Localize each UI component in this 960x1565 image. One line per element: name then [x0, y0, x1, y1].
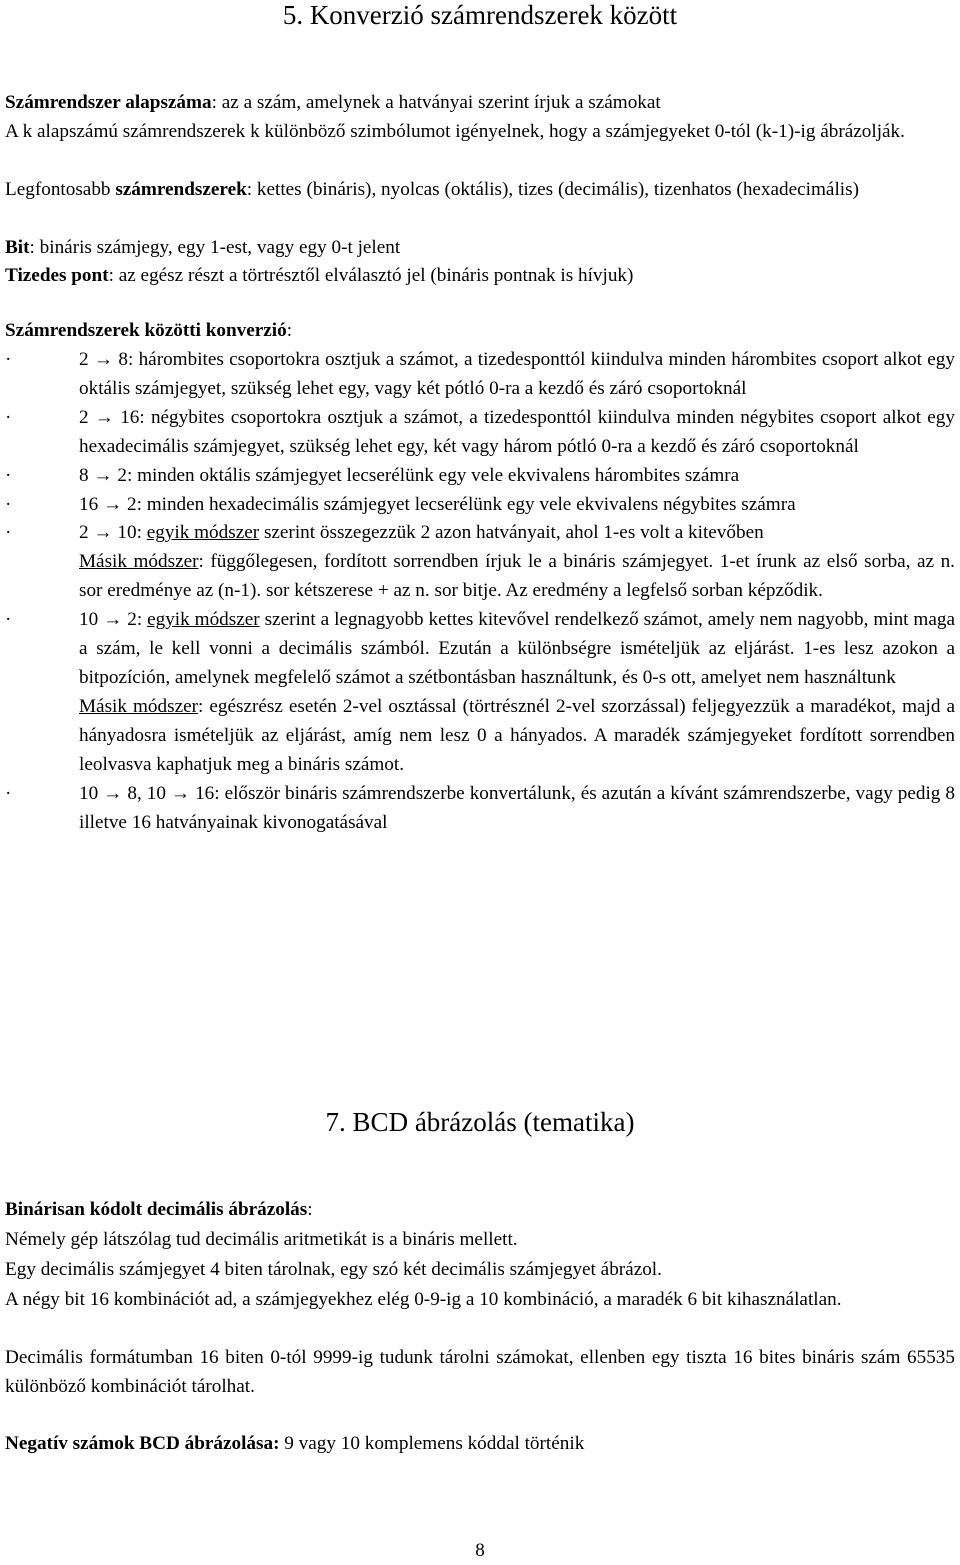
decimal-point-paragraph [5, 262, 955, 291]
bcd-line-4: Decimális formátumban 16 biten 0-tól 9999-ig tudunk tárolni számokat, ellenben egy tiszta 16 bites bináris szám 65535 különböző kombinációt tárolhat. [5, 1347, 955, 1397]
main-systems-term: számrendszerek [115, 179, 247, 200]
bcd-line-3: A négy bit 16 kombinációt ad, a számjegyekhez elég 0-9-ig a 10 kombináció, a maradék 6 bit kihasználatlan. [5, 1289, 842, 1310]
item-2-to-10-other-method [79, 548, 955, 606]
other-method-label: Másik módszer [79, 695, 199, 717]
bit-definition: : bináris számjegy, egy 1-est, vagy egy 0-t jelent [29, 237, 401, 258]
page-number: 8 [475, 1540, 485, 1561]
main-systems-paragraph [5, 176, 955, 205]
item-10-to-2 [79, 606, 955, 693]
k-base-paragraph: A k alapszámú számrendszerek k különböző szimbólumot igényelnek, hogy a számjegyeket 0-tól (k-1)-ig ábrázolják. [5, 121, 905, 142]
bullet-icon: · [5, 493, 12, 515]
item-2-to-10-other-text: : függőlegesen, fordított sorrendben írjuk le a bináris számjegyet. 1-et írunk az első sorba, az n. sor eredménye az (n-1). sor kétszerese + az n. sor bitje. Az eredmény a legfelső sorban képződik. [79, 551, 955, 602]
base-paragraph [5, 89, 955, 118]
conversion-heading [5, 317, 955, 346]
conversion-term: Számrendszerek közötti konverzió [5, 320, 287, 341]
first-method-label: egyik módszer [147, 609, 260, 631]
bcd-line-1: Némely gép látszólag tud decimális aritmetikát is a bináris mellett. [5, 1229, 518, 1250]
bullet-icon: · [5, 522, 12, 544]
section-7-title: 7. BCD ábrázolás (tematika) [325, 1107, 635, 1137]
item-10-to-2-prefix: 10 → 2: [79, 609, 148, 631]
item-8-to-2: 8 → 2: minden oktális számjegyet lecserélünk egy vele ekvivalens hárombites számra [79, 464, 740, 486]
bullet-icon: · [5, 406, 12, 428]
conversion-list [5, 346, 955, 837]
list-item [5, 462, 955, 491]
list-item [5, 491, 955, 520]
list-item [5, 519, 955, 606]
negative-bcd-definition: 9 vagy 10 komplemens kóddal történik [279, 1433, 585, 1454]
main-systems-prefix: Legfontosabb [5, 179, 116, 200]
decimal-point-term: Tizedes pont [5, 265, 109, 286]
decimal-point-definition: : az egész részt a törtrésztől elválasztó jel (bináris pontnak is hívjuk) [108, 265, 634, 286]
item-2-to-8: 2 → 8: hárombites csoportokra osztjuk a számot, a tizedesponttól kiindulva minden hárombites csoport alkot egy oktális számjegyet, szükség lehet egy, vagy két pótló 0-ra a kezdő és záró csoportoknál [79, 349, 955, 399]
item-10-to-8-16: 10 → 8, 10 → 16: először bináris számrendszerbe konvertálunk, és azután a kívánt számrendszerbe, vagy pedig 8 illetve 16 hatványainak kivonogatásával [79, 782, 955, 833]
bullet-icon: · [5, 609, 12, 631]
section-5-title: 5. Konverzió számrendszerek között [282, 0, 678, 30]
list-item [5, 780, 955, 838]
bcd-heading [5, 1196, 955, 1225]
item-2-to-10-prefix: 2 → 10: [79, 522, 147, 544]
item-16-to-2: 16 → 2: minden hexadecimális számjegyet lecserélünk egy vele ekvivalens négybites számra [79, 493, 796, 515]
item-2-to-10-text: szerint összegezzük 2 azon hatványait, ahol 1-es volt a kitevőben [259, 522, 764, 544]
main-systems-definition: : kettes (bináris), nyolcas (oktális), tizes (decimális), tizenhatos (hexadecimális) [246, 179, 859, 200]
list-item [5, 346, 955, 404]
bcd-term: Binárisan kódolt decimális ábrázolás [5, 1199, 308, 1220]
bit-term: Bit [5, 237, 30, 258]
list-item [5, 404, 955, 462]
base-term: Számrendszer alapszáma [5, 92, 212, 113]
item-10-to-2-other-text: : egészrész esetén 2-vel osztással (törtrésznél 2-vel szorzással) feljegyezzük a maradékot, majd a hányadosra ismételjük az eljárást, amíg nem lesz 0 a hányados. A maradék számjegyeket fordított sorrendben leolvasva kaphatjuk meg a bináris számot. [79, 695, 955, 775]
item-2-to-16: 2 → 16: négybites csoportokra osztjuk a számot, a tizedesponttól kiindulva minden négybites csoport alkot egy hexadecimális számjegyet, szükség lehet egy, két vagy három pótló 0-ra a kezdő és záró csoportoknál [79, 406, 955, 457]
item-10-to-2-text: szerint a legnagyobb kettes kitevővel rendelkező számot, amely nem nagyobb, mint maga a szám, le kell vonni a decimális számból. Ezután a különbségre ismételjük az eljárást. 1-es lesz azokon a bitpozíción, amelynek megfelelő számot a szétbontásban használtunk, és 0-s ott, amelyet nem használtunk [79, 609, 955, 688]
bullet-icon: · [5, 464, 12, 486]
bcd-line-2: Egy decimális számjegyet 4 biten tárolnak, egy szó két decimális számjegyet ábrázol. [5, 1259, 662, 1280]
other-method-label: Másik módszer [79, 551, 199, 573]
item-10-to-2-other-method [79, 693, 955, 780]
first-method-label: egyik módszer [146, 522, 260, 544]
base-definition: : az a szám, amelynek a hatványai szerint írjuk a számokat [211, 92, 661, 113]
bullet-icon: · [5, 349, 12, 370]
bcd-colon: : [307, 1199, 313, 1220]
list-item [5, 606, 955, 779]
negative-bcd-term: Negatív számok BCD ábrázolása: [5, 1433, 280, 1454]
negative-bcd-paragraph [5, 1430, 955, 1459]
bit-paragraph [5, 234, 955, 263]
item-2-to-10 [79, 519, 955, 548]
bullet-icon: · [5, 782, 12, 804]
conversion-colon: : [286, 320, 293, 341]
